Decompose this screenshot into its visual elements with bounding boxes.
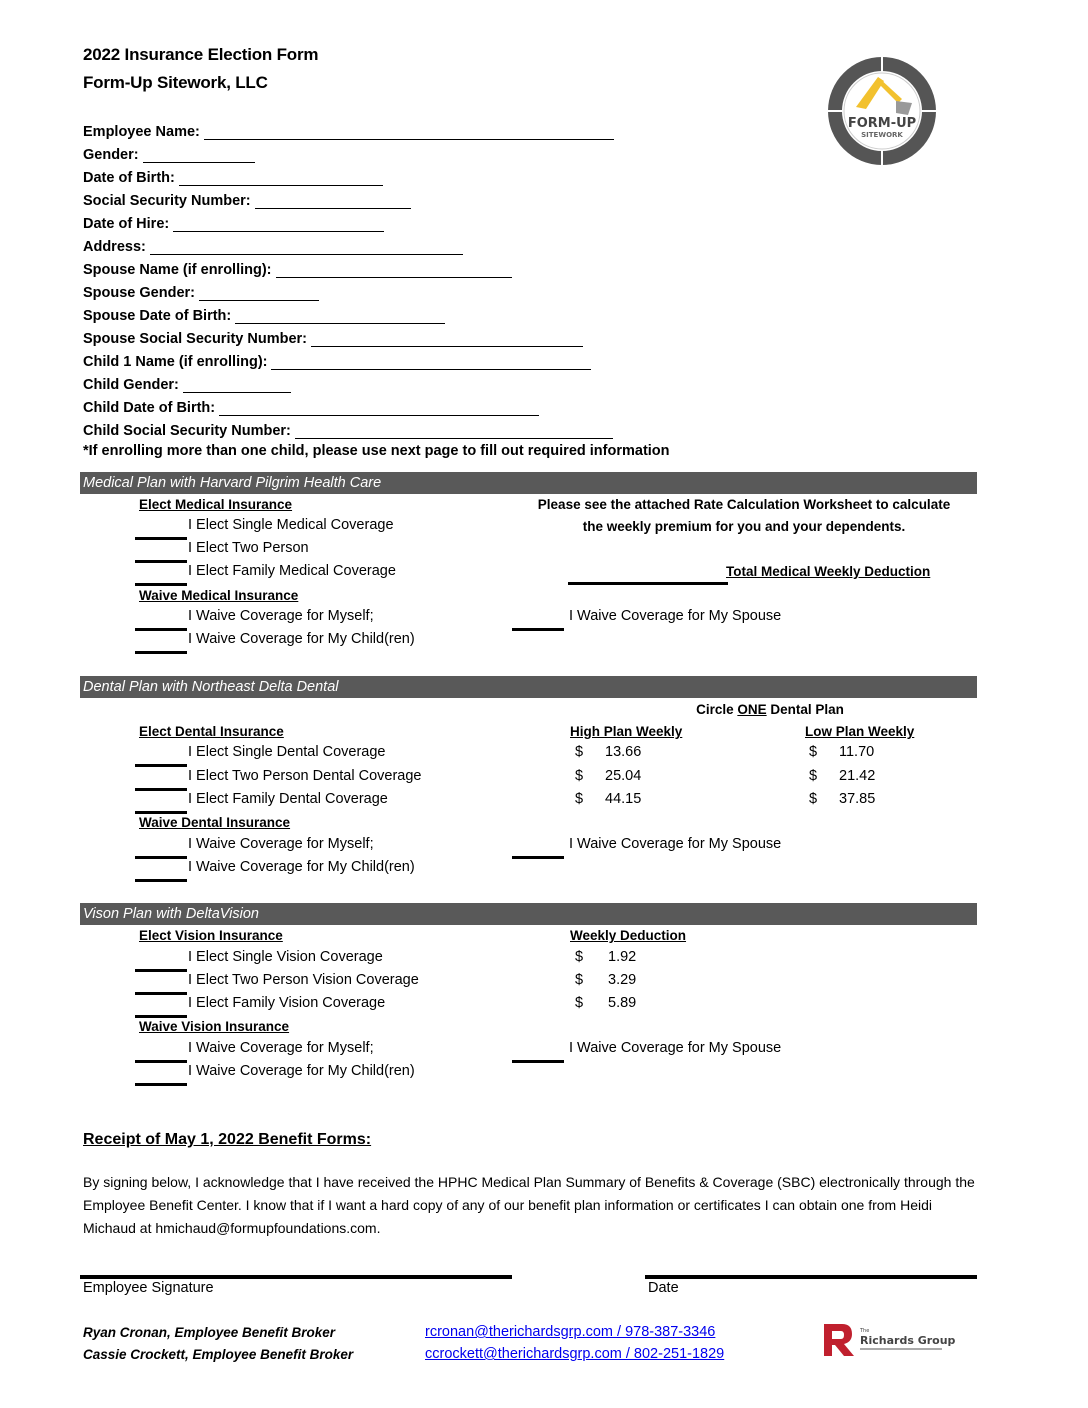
date-of-birth-input[interactable]	[179, 172, 383, 186]
field-label: Spouse Name (if enrolling):	[83, 262, 272, 278]
circle-emphasis: ONE	[737, 702, 767, 717]
vision-family-blank[interactable]	[135, 1015, 187, 1018]
elect-vision-heading: Elect Vision Insurance	[139, 928, 283, 943]
circle-prefix: Circle	[696, 702, 738, 717]
medical-waive-self-option: I Waive Coverage for Myself;	[188, 608, 374, 624]
child-name-input[interactable]	[271, 356, 591, 370]
broker-contact-link[interactable]: ccrockett@therichardsgrp.com / 802-251-1829	[425, 1346, 725, 1362]
employee-name-input[interactable]	[204, 126, 614, 140]
employee-signature-label: Employee Signature	[83, 1280, 214, 1296]
child-dob-input[interactable]	[219, 402, 539, 416]
spouse-name-field[interactable]	[83, 255, 512, 278]
dental-section-header: Dental Plan with Northeast Delta Dental	[80, 676, 977, 698]
date-of-birth-field[interactable]	[83, 163, 383, 186]
child-ssn-input[interactable]	[295, 425, 613, 439]
rate-worksheet-note-line2: the weekly premium for you and your dependents.	[582, 519, 906, 534]
field-label: Social Security Number:	[83, 193, 251, 209]
field-label: Spouse Gender:	[83, 285, 195, 301]
vision-waive-spouse-blank[interactable]	[512, 1060, 564, 1063]
spouse-gender-input[interactable]	[199, 287, 319, 301]
child-gender-field[interactable]	[83, 370, 291, 393]
circle-suffix: Dental Plan	[766, 702, 844, 717]
logo-brand-top: FORM-UP	[847, 116, 917, 131]
child-gender-input[interactable]	[183, 379, 291, 393]
vision-waive-children-blank[interactable]	[135, 1083, 187, 1086]
dental-low-family-price: $ 37.85	[809, 791, 876, 807]
dental-high-two-person-price: $ 25.04	[575, 768, 642, 784]
vision-waive-self-option: I Waive Coverage for Myself;	[188, 1040, 374, 1056]
child-enrollment-note: *If enrolling more than one child, please use next page to fill out required information	[83, 443, 670, 459]
dental-waive-spouse-option: I Waive Coverage for My Spouse	[569, 836, 782, 852]
ssn-field[interactable]	[83, 186, 411, 209]
medical-two-person-blank[interactable]	[135, 560, 187, 563]
date-of-hire-input[interactable]	[173, 218, 384, 232]
field-label: Child 1 Name (if enrolling):	[83, 354, 268, 370]
ssn-input[interactable]	[255, 195, 411, 209]
address-input[interactable]	[150, 241, 463, 255]
total-medical-deduction-label: Total Medical Weekly Deduction	[726, 564, 931, 579]
weekly-deduction-heading: Weekly Deduction	[570, 928, 687, 943]
receipt-paragraph: By signing below, I acknowledge that I have received the HPHC Medical Plan Summary of Benefits & Coverage (SBC) electronically through the Employee Benefit Center. I know that if I want a hard copy of any of our benefit plan information or certificates I can obtain one from Heidi Michaud at hmichaud@formupfoundations.com.	[83, 1174, 975, 1236]
dental-family-option: I Elect Family Dental Coverage	[188, 791, 388, 807]
vision-family-price: $ 5.89	[575, 995, 637, 1011]
field-label: Address:	[83, 239, 146, 255]
spouse-dob-field[interactable]	[83, 301, 445, 324]
medical-family-blank[interactable]	[135, 583, 187, 586]
date-label: Date	[648, 1280, 679, 1296]
vision-two-person-option: I Elect Two Person Vision Coverage	[188, 972, 419, 988]
medical-waive-spouse-blank[interactable]	[512, 628, 564, 631]
form-title: 2022 Insurance Election Form	[83, 45, 319, 64]
vision-two-person-price: $ 3.29	[575, 972, 637, 988]
dental-waive-children-option: I Waive Coverage for My Child(ren)	[188, 859, 415, 875]
field-label: Date of Birth:	[83, 170, 175, 186]
elect-dental-heading: Elect Dental Insurance	[139, 724, 284, 739]
broker-name: Ryan Cronan, Employee Benefit Broker	[83, 1325, 336, 1340]
form-up-logo-icon	[826, 55, 938, 167]
vision-family-option: I Elect Family Vision Coverage	[188, 995, 386, 1011]
richards-group-logo-icon	[820, 1320, 960, 1360]
medical-waive-children-blank[interactable]	[135, 651, 187, 654]
high-plan-heading: High Plan Weekly	[570, 724, 683, 739]
spouse-dob-input[interactable]	[235, 310, 445, 324]
gender-input[interactable]	[143, 149, 255, 163]
field-label: Child Gender:	[83, 377, 179, 393]
vision-single-price: $ 1.92	[575, 949, 637, 965]
employee-name-field[interactable]	[83, 117, 614, 140]
medical-waive-spouse-option: I Waive Coverage for My Spouse	[569, 608, 782, 624]
medical-waive-children-option: I Waive Coverage for My Child(ren)	[188, 631, 415, 647]
medical-section-header: Medical Plan with Harvard Pilgrim Health Care	[80, 472, 977, 494]
vision-single-option: I Elect Single Vision Coverage	[188, 949, 383, 965]
field-label: Spouse Social Security Number:	[83, 331, 308, 347]
dental-single-option: I Elect Single Dental Coverage	[188, 744, 386, 760]
spouse-ssn-field[interactable]	[83, 324, 583, 347]
medical-waive-self-blank[interactable]	[135, 628, 187, 631]
dental-waive-spouse-blank[interactable]	[512, 856, 564, 859]
dental-low-single-price: $ 11.70	[809, 744, 875, 760]
date-of-hire-field[interactable]	[83, 209, 384, 232]
broker-contact-link[interactable]: rcronan@therichardsgrp.com / 978-387-3346	[425, 1324, 716, 1340]
field-label: Gender:	[83, 147, 139, 163]
logo-small-text: The	[860, 1328, 870, 1334]
vision-waive-children-option: I Waive Coverage for My Child(ren)	[188, 1063, 415, 1079]
child-ssn-field[interactable]	[83, 416, 613, 439]
medical-single-blank[interactable]	[135, 537, 187, 540]
medical-single-option: I Elect Single Medical Coverage	[188, 517, 394, 533]
dental-high-family-price: $ 44.15	[575, 791, 642, 807]
dental-waive-self-option: I Waive Coverage for Myself;	[188, 836, 374, 852]
address-field[interactable]	[83, 232, 463, 255]
child-name-field[interactable]	[83, 347, 591, 370]
spouse-name-input[interactable]	[276, 264, 512, 278]
spouse-ssn-input[interactable]	[311, 333, 583, 347]
logo-brand-bottom: SITEWORK	[861, 131, 903, 139]
vision-two-person-blank[interactable]	[135, 992, 187, 995]
dental-waive-self-blank[interactable]	[135, 856, 187, 859]
waive-dental-heading: Waive Dental Insurance	[139, 815, 291, 830]
total-medical-deduction-blank[interactable]	[568, 582, 728, 585]
receipt-heading: Receipt of May 1, 2022 Benefit Forms:	[83, 1131, 372, 1148]
broker-name: Cassie Crockett, Employee Benefit Broker	[83, 1347, 354, 1362]
dental-family-blank[interactable]	[135, 811, 187, 814]
spouse-gender-field[interactable]	[83, 278, 319, 301]
medical-two-person-option: I Elect Two Person	[188, 540, 309, 556]
dental-high-single-price: $ 13.66	[575, 744, 642, 760]
employee-signature-line[interactable]	[80, 1275, 512, 1279]
dental-two-person-blank[interactable]	[135, 788, 187, 791]
field-label: Spouse Date of Birth:	[83, 308, 232, 324]
elect-medical-heading: Elect Medical Insurance	[139, 497, 293, 512]
field-label: Child Social Security Number:	[83, 423, 291, 439]
medical-family-option: I Elect Family Medical Coverage	[188, 563, 396, 579]
field-label: Child Date of Birth:	[83, 400, 216, 416]
low-plan-heading: Low Plan Weekly	[805, 724, 915, 739]
dental-low-two-person-price: $ 21.42	[809, 768, 876, 784]
waive-vision-heading: Waive Vision Insurance	[139, 1019, 290, 1034]
dental-waive-children-blank[interactable]	[135, 879, 187, 882]
company-name: Form-Up Sitework, LLC	[83, 73, 268, 92]
vision-section-header: Vison Plan with DeltaVision	[80, 903, 977, 925]
date-signature-line[interactable]	[645, 1275, 977, 1279]
gender-field[interactable]	[83, 140, 255, 163]
dental-single-blank[interactable]	[135, 764, 187, 767]
logo-name-text: Richards Group	[860, 1334, 956, 1347]
rate-worksheet-note-line1: Please see the attached Rate Calculation Worksheet to calculate	[537, 497, 951, 512]
field-label: Employee Name:	[83, 124, 200, 140]
vision-waive-self-blank[interactable]	[135, 1060, 187, 1063]
dental-two-person-option: I Elect Two Person Dental Coverage	[188, 768, 422, 784]
vision-single-blank[interactable]	[135, 969, 187, 972]
circle-one-dental-note	[650, 702, 890, 717]
child-dob-field[interactable]	[83, 393, 539, 416]
vision-waive-spouse-option: I Waive Coverage for My Spouse	[569, 1040, 782, 1056]
field-label: Date of Hire:	[83, 216, 170, 232]
waive-medical-heading: Waive Medical Insurance	[139, 588, 299, 603]
